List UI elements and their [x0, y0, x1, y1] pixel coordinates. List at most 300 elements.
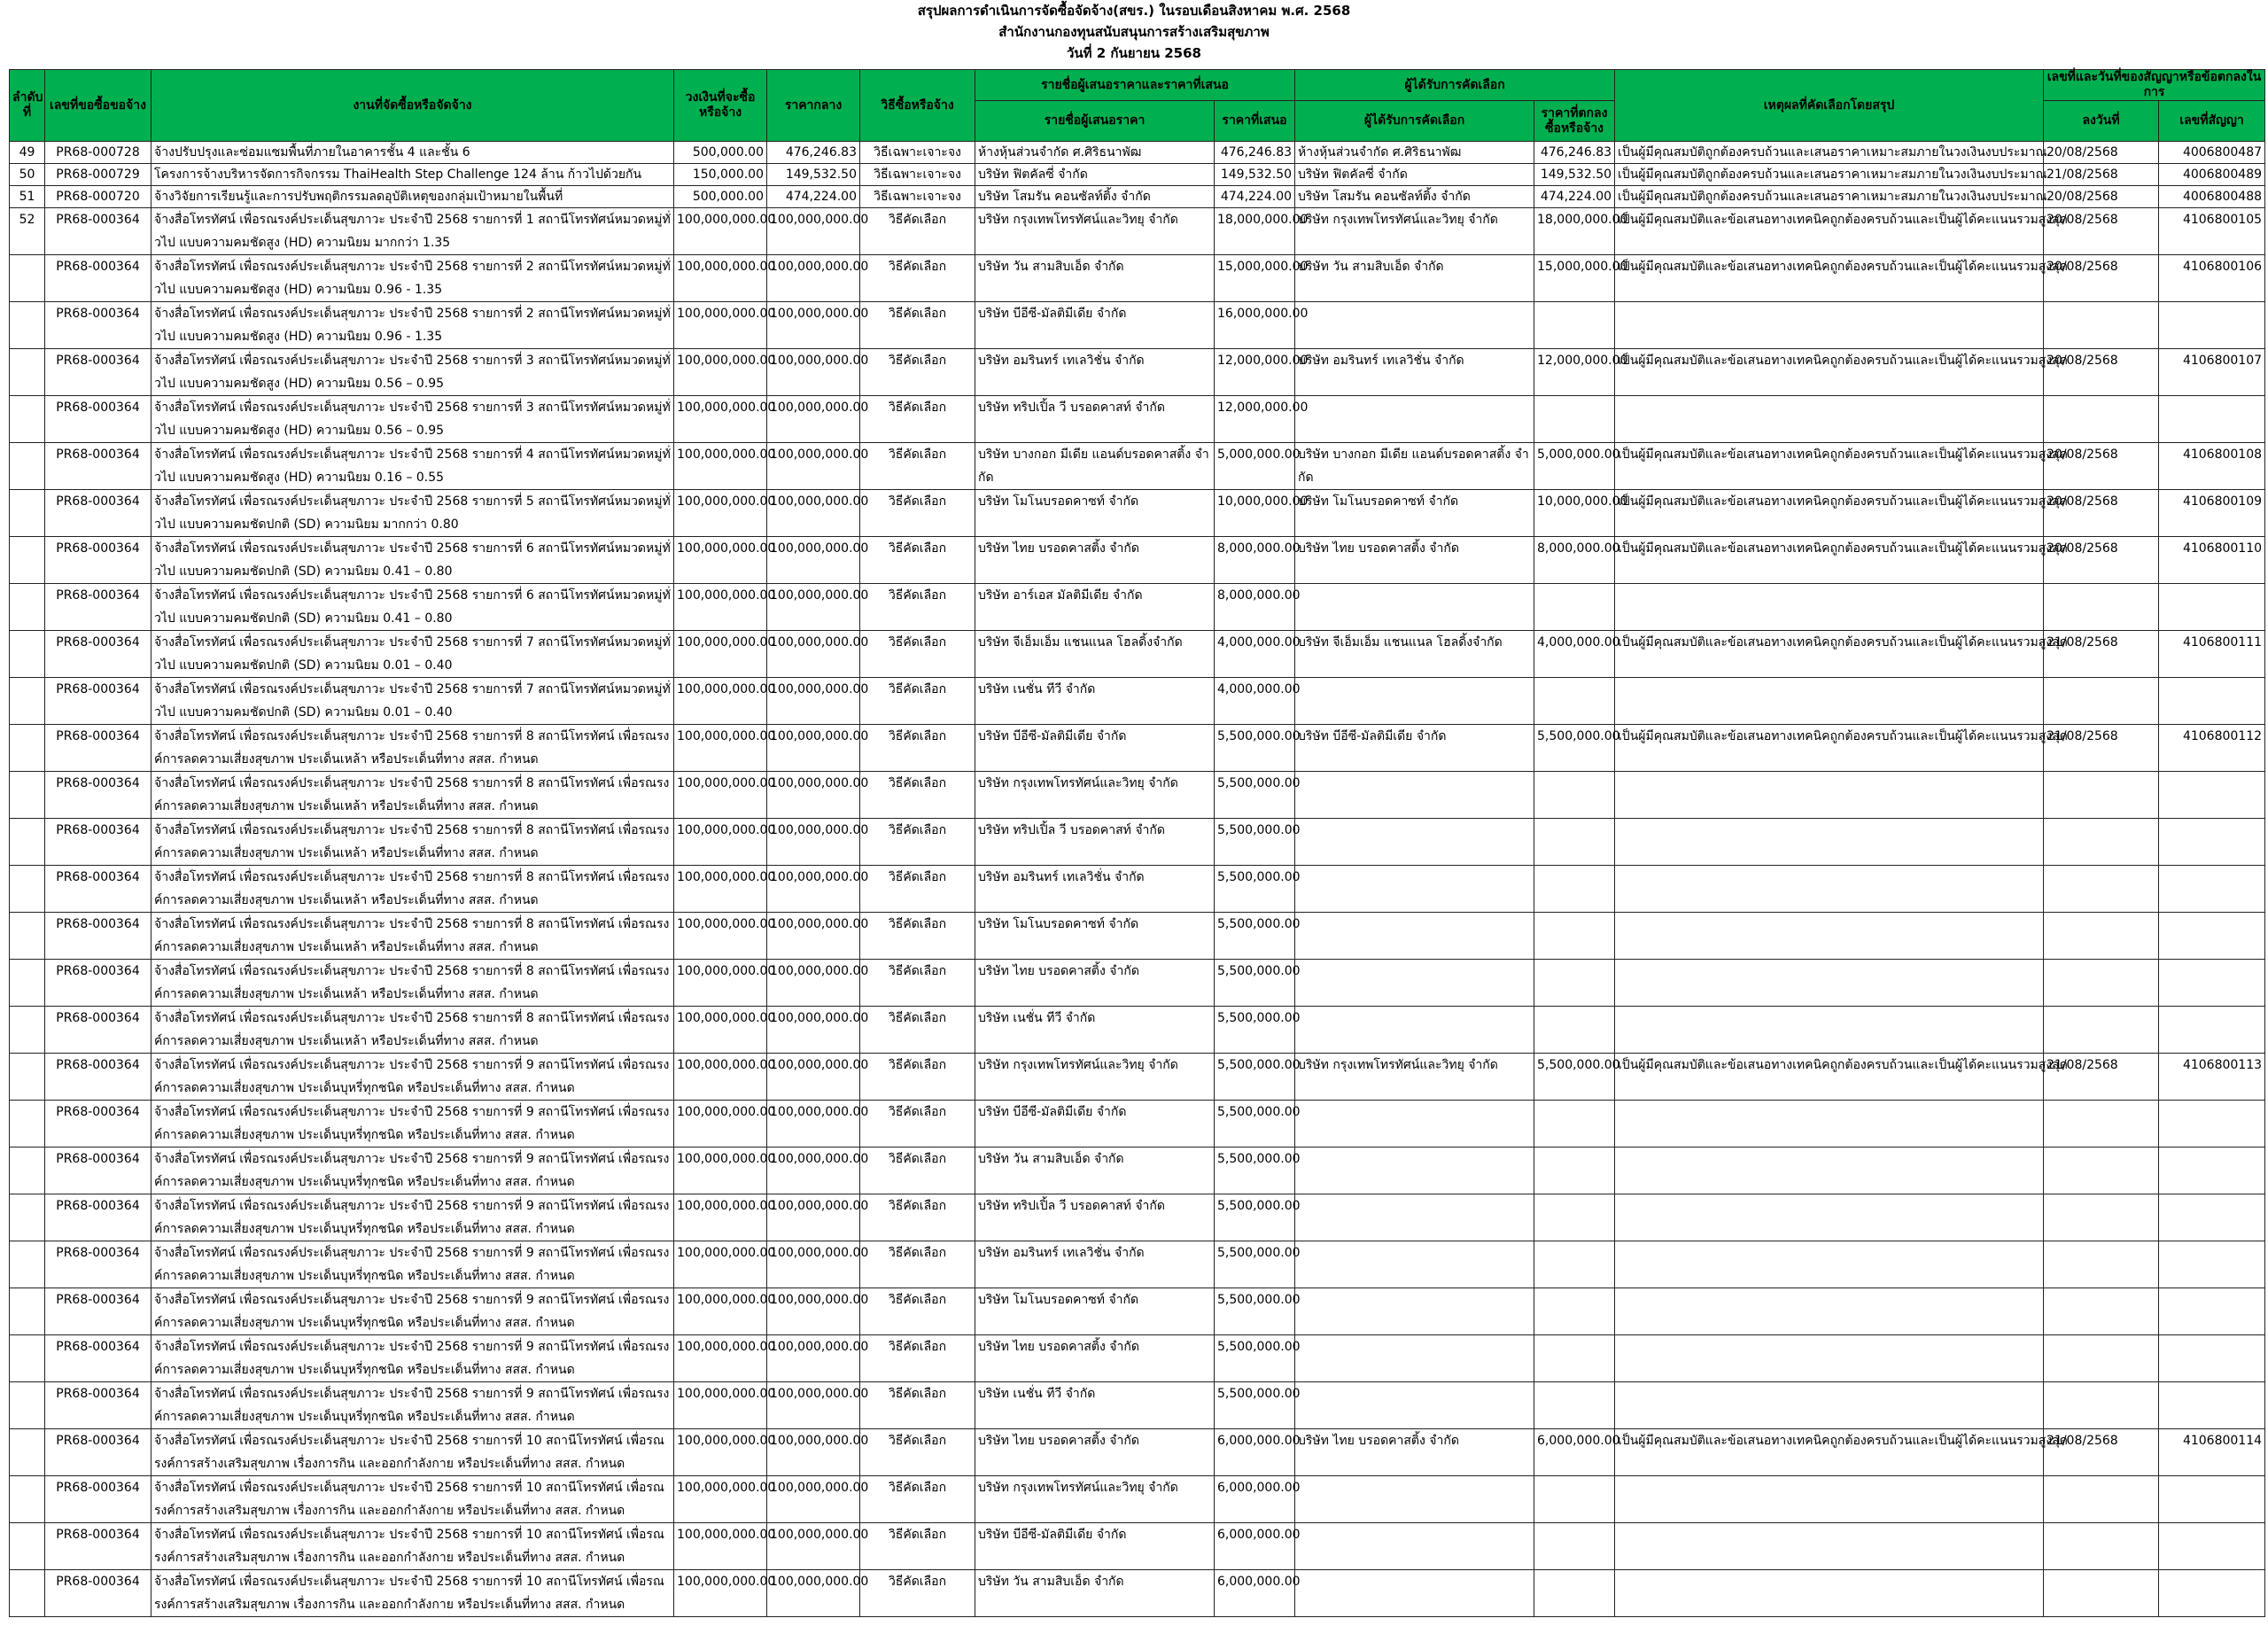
cell-seq	[10, 302, 45, 349]
cell-seq	[10, 1335, 45, 1382]
cell-bid-price: 476,246.83	[1215, 142, 1295, 164]
cell-selected: บริษัท ไทย บรอดคาสติ้ง จำกัด	[1295, 1429, 1534, 1476]
cell-agreed: 10,000,000.00	[1534, 490, 1615, 537]
cell-task: จ้างสื่อโทรทัศน์ เพื่อรณรงค์ประเด็นสุขภาวะ ประจำปี 2568 รายการที่ 2 สถานีโทรทัศน์หมวดหมู่ทั่วไป แบบความคมชัดสูง (HD) ความนิยม 0.96 - 1.35	[151, 302, 674, 349]
cell-selected: บริษัท ไทย บรอดคาสติ้ง จำกัด	[1295, 537, 1534, 584]
cell-reason: เป็นผู้มีคุณสมบัติและข้อเสนอทางเทคนิคถูกต้องครบถ้วนและเป็นผู้ได้คะแนนรวมสูงสุด	[1615, 490, 2044, 537]
cell-bid-price: 8,000,000.00	[1215, 584, 1295, 631]
cell-agreed	[1534, 1101, 1615, 1148]
cell-method: วิธีคัดเลือก	[860, 1054, 975, 1101]
cell-bid-price: 5,500,000.00	[1215, 1194, 1295, 1241]
cell-contract: 4106800114	[2159, 1429, 2265, 1476]
cell-seq	[10, 1429, 45, 1476]
cell-task: จ้างสื่อโทรทัศน์ เพื่อรณรงค์ประเด็นสุขภาวะ ประจำปี 2568 รายการที่ 7 สถานีโทรทัศน์หมวดหมู่ทั่วไป แบบความคมชัดปกติ (SD) ความนิยม 0.01 – 0.40	[151, 678, 674, 725]
cell-median: 100,000,000.00	[767, 1101, 860, 1148]
cell-method: วิธีคัดเลือก	[860, 1007, 975, 1054]
cell-seq	[10, 1007, 45, 1054]
cell-budget: 150,000.00	[674, 164, 767, 186]
cell-budget: 100,000,000.00	[674, 443, 767, 490]
cell-bidder: บริษัท ไทย บรอดคาสติ้ง จำกัด	[975, 1429, 1215, 1476]
cell-task: จ้างสื่อโทรทัศน์ เพื่อรณรงค์ประเด็นสุขภาวะ ประจำปี 2568 รายการที่ 6 สถานีโทรทัศน์หมวดหมู่ทั่วไป แบบความคมชัดปกติ (SD) ความนิยม 0.41 – 0.80	[151, 537, 674, 584]
cell-bidder: บริษัท บีอีซี-มัลติมีเดีย จำกัด	[975, 302, 1215, 349]
cell-bid-price: 16,000,000.00	[1215, 302, 1295, 349]
cell-method: วิธีคัดเลือก	[860, 725, 975, 772]
cell-budget: 500,000.00	[674, 186, 767, 208]
cell-budget: 100,000,000.00	[674, 584, 767, 631]
cell-reason	[1615, 396, 2044, 443]
cell-median: 100,000,000.00	[767, 631, 860, 678]
cell-task: จ้างวิจัยการเรียนรู้และการปรับพฤติกรรมลดอุบัติเหตุของกลุ่มเป้าหมายในพื้นที่	[151, 186, 674, 208]
cell-date	[2044, 1382, 2159, 1429]
cell-bidder: บริษัท บีอีซี-มัลติมีเดีย จำกัด	[975, 1101, 1215, 1148]
cell-pr: PR68-000364	[45, 1570, 151, 1617]
cell-seq: 50	[10, 164, 45, 186]
cell-budget: 100,000,000.00	[674, 208, 767, 255]
cell-agreed	[1534, 302, 1615, 349]
cell-agreed: 15,000,000.00	[1534, 255, 1615, 302]
cell-bidder: บริษัท โมโนบรอดคาซท์ จำกัด	[975, 490, 1215, 537]
cell-seq	[10, 678, 45, 725]
cell-budget: 100,000,000.00	[674, 302, 767, 349]
cell-method: วิธีคัดเลือก	[860, 866, 975, 913]
cell-reason: เป็นผู้มีคุณสมบัติถูกต้องครบถ้วนและเสนอราคาเหมาะสมภายในวงเงินงบประมาณ	[1615, 186, 2044, 208]
cell-contract: 4106800112	[2159, 725, 2265, 772]
cell-median: 149,532.50	[767, 164, 860, 186]
cell-bidder: บริษัท เนชั่น ทีวี จำกัด	[975, 1382, 1215, 1429]
cell-contract	[2159, 866, 2265, 913]
cell-selected: ห้างหุ้นส่วนจำกัด ศ.ศิริธนาพัฒ	[1295, 142, 1534, 164]
cell-bidder: บริษัท ทริปเปิ้ล วี บรอดคาสท์ จำกัด	[975, 396, 1215, 443]
cell-task: จ้างสื่อโทรทัศน์ เพื่อรณรงค์ประเด็นสุขภาวะ ประจำปี 2568 รายการที่ 9 สถานีโทรทัศน์ เพื่อรณรงค์การลดความเสี่ยงสุขภาพ ประเด็นบุหรี่ทุกชนิด หรือประเด็นที่ทาง สสส. กำหนด	[151, 1148, 674, 1194]
cell-seq	[10, 443, 45, 490]
table-row	[10, 255, 2265, 302]
header-method: วิธีซื้อหรือจ้าง	[860, 70, 975, 142]
cell-contract: 4106800113	[2159, 1054, 2265, 1101]
cell-bid-price: 5,500,000.00	[1215, 1288, 1295, 1335]
cell-pr: PR68-000364	[45, 302, 151, 349]
cell-bid-price: 4,000,000.00	[1215, 678, 1295, 725]
cell-bid-price: 5,500,000.00	[1215, 1382, 1295, 1429]
cell-contract	[2159, 584, 2265, 631]
cell-agreed	[1534, 913, 1615, 960]
table-row	[10, 819, 2265, 866]
cell-seq	[10, 584, 45, 631]
cell-budget: 100,000,000.00	[674, 913, 767, 960]
cell-reason: เป็นผู้มีคุณสมบัติและข้อเสนอทางเทคนิคถูกต้องครบถ้วนและเป็นผู้ได้คะแนนรวมสูงสุด	[1615, 631, 2044, 678]
cell-budget: 100,000,000.00	[674, 490, 767, 537]
cell-bid-price: 6,000,000.00	[1215, 1570, 1295, 1617]
cell-pr: PR68-000364	[45, 1335, 151, 1382]
cell-median: 100,000,000.00	[767, 866, 860, 913]
cell-agreed: 6,000,000.00	[1534, 1429, 1615, 1476]
table-row	[10, 1007, 2265, 1054]
cell-pr: PR68-000364	[45, 631, 151, 678]
cell-median: 100,000,000.00	[767, 678, 860, 725]
cell-date: 20/08/2568	[2044, 537, 2159, 584]
cell-budget: 100,000,000.00	[674, 1054, 767, 1101]
cell-pr: PR68-000364	[45, 1241, 151, 1288]
cell-budget: 100,000,000.00	[674, 772, 767, 819]
cell-median: 100,000,000.00	[767, 255, 860, 302]
cell-budget: 100,000,000.00	[674, 1194, 767, 1241]
cell-date	[2044, 1523, 2159, 1570]
cell-task: จ้างสื่อโทรทัศน์ เพื่อรณรงค์ประเด็นสุขภาวะ ประจำปี 2568 รายการที่ 10 สถานีโทรทัศน์ เพื่อรณรงค์การสร้างเสริมสุขภาพ เรื่องการกิน และออกกำลังกาย หรือประเด็นที่ทาง สสส. กำหนด	[151, 1570, 674, 1617]
cell-pr: PR68-000364	[45, 1101, 151, 1148]
cell-reason	[1615, 913, 2044, 960]
cell-budget: 100,000,000.00	[674, 1523, 767, 1570]
cell-date: 21/08/2568	[2044, 725, 2159, 772]
cell-pr: PR68-000364	[45, 396, 151, 443]
cell-median: 100,000,000.00	[767, 1148, 860, 1194]
cell-selected	[1295, 913, 1534, 960]
cell-reason	[1615, 1476, 2044, 1523]
table-row	[10, 142, 2265, 164]
cell-agreed: 5,500,000.00	[1534, 1054, 1615, 1101]
table-row	[10, 1570, 2265, 1617]
cell-bidder: บริษัท โมโนบรอดคาซท์ จำกัด	[975, 1288, 1215, 1335]
cell-contract	[2159, 1194, 2265, 1241]
cell-task: จ้างสื่อโทรทัศน์ เพื่อรณรงค์ประเด็นสุขภาวะ ประจำปี 2568 รายการที่ 9 สถานีโทรทัศน์ เพื่อรณรงค์การลดความเสี่ยงสุขภาพ ประเด็นบุหรี่ทุกชนิด หรือประเด็นที่ทาง สสส. กำหนด	[151, 1101, 674, 1148]
cell-reason: เป็นผู้มีคุณสมบัติและข้อเสนอทางเทคนิคถูกต้องครบถ้วนและเป็นผู้ได้คะแนนรวมสูงสุด	[1615, 208, 2044, 255]
cell-budget: 100,000,000.00	[674, 1007, 767, 1054]
cell-agreed	[1534, 1148, 1615, 1194]
cell-agreed: 8,000,000.00	[1534, 537, 1615, 584]
cell-median: 100,000,000.00	[767, 396, 860, 443]
cell-selected: บริษัท ฟิตคัลซี่ จำกัด	[1295, 164, 1534, 186]
cell-pr: PR68-000364	[45, 678, 151, 725]
cell-bidder: บริษัท เนชั่น ทีวี จำกัด	[975, 1007, 1215, 1054]
cell-bid-price: 10,000,000.00	[1215, 490, 1295, 537]
header-median: ราคากลาง	[767, 70, 860, 142]
cell-reason	[1615, 584, 2044, 631]
cell-contract: 4106800105	[2159, 208, 2265, 255]
cell-selected	[1295, 1288, 1534, 1335]
cell-task: จ้างสื่อโทรทัศน์ เพื่อรณรงค์ประเด็นสุขภาวะ ประจำปี 2568 รายการที่ 3 สถานีโทรทัศน์หมวดหมู่ทั่วไป แบบความคมชัดสูง (HD) ความนิยม 0.56 – 0.95	[151, 349, 674, 396]
cell-selected	[1295, 1476, 1534, 1523]
cell-date	[2044, 1570, 2159, 1617]
cell-bidder: บริษัท อมรินทร์ เทเลวิชั่น จำกัด	[975, 349, 1215, 396]
header-task: งานที่จัดซื้อหรือจัดจ้าง	[151, 70, 674, 142]
cell-bid-price: 12,000,000.00	[1215, 349, 1295, 396]
cell-bid-price: 5,500,000.00	[1215, 1335, 1295, 1382]
cell-agreed: 474,224.00	[1534, 186, 1615, 208]
cell-selected	[1295, 396, 1534, 443]
cell-method: วิธีคัดเลือก	[860, 819, 975, 866]
cell-method: วิธีคัดเลือก	[860, 1429, 975, 1476]
cell-budget: 100,000,000.00	[674, 396, 767, 443]
cell-bidder: บริษัท โมโนบรอดคาซท์ จำกัด	[975, 913, 1215, 960]
cell-bidder: บริษัท วัน สามสิบเอ็ด จำกัด	[975, 255, 1215, 302]
cell-date	[2044, 960, 2159, 1007]
cell-date: 20/08/2568	[2044, 142, 2159, 164]
cell-method: วิธีคัดเลือก	[860, 490, 975, 537]
cell-seq	[10, 960, 45, 1007]
table-row	[10, 631, 2265, 678]
cell-bidder: บริษัท ฟิตคัลซี่ จำกัด	[975, 164, 1215, 186]
cell-budget: 100,000,000.00	[674, 1101, 767, 1148]
table-row	[10, 537, 2265, 584]
cell-pr: PR68-000364	[45, 1288, 151, 1335]
header-selected-name: ผู้ได้รับการคัดเลือก	[1295, 101, 1534, 142]
cell-selected: บริษัท กรุงเทพโทรทัศน์และวิทยุ จำกัด	[1295, 1054, 1534, 1101]
cell-date: 20/08/2568	[2044, 490, 2159, 537]
cell-reason: เป็นผู้มีคุณสมบัติถูกต้องครบถ้วนและเสนอราคาเหมาะสมภายในวงเงินงบประมาณ	[1615, 142, 2044, 164]
cell-bid-price: 5,500,000.00	[1215, 866, 1295, 913]
cell-agreed: 5,500,000.00	[1534, 725, 1615, 772]
cell-task: จ้างสื่อโทรทัศน์ เพื่อรณรงค์ประเด็นสุขภาวะ ประจำปี 2568 รายการที่ 10 สถานีโทรทัศน์ เพื่อรณรงค์การสร้างเสริมสุขภาพ เรื่องการกิน และออกกำลังกาย หรือประเด็นที่ทาง สสส. กำหนด	[151, 1429, 674, 1476]
cell-seq	[10, 866, 45, 913]
cell-method: วิธีคัดเลือก	[860, 772, 975, 819]
cell-contract	[2159, 396, 2265, 443]
cell-pr: PR68-000364	[45, 772, 151, 819]
cell-median: 100,000,000.00	[767, 208, 860, 255]
cell-date	[2044, 1194, 2159, 1241]
cell-pr: PR68-000364	[45, 1429, 151, 1476]
cell-median: 100,000,000.00	[767, 1382, 860, 1429]
cell-date	[2044, 396, 2159, 443]
cell-method: วิธีคัดเลือก	[860, 1288, 975, 1335]
cell-reason	[1615, 1288, 2044, 1335]
cell-median: 100,000,000.00	[767, 772, 860, 819]
cell-agreed	[1534, 1570, 1615, 1617]
table-row	[10, 1241, 2265, 1288]
header-seq: ลำดับที่	[10, 70, 45, 142]
cell-pr: PR68-000364	[45, 255, 151, 302]
cell-task: จ้างสื่อโทรทัศน์ เพื่อรณรงค์ประเด็นสุขภาวะ ประจำปี 2568 รายการที่ 9 สถานีโทรทัศน์ เพื่อรณรงค์การลดความเสี่ยงสุขภาพ ประเด็นบุหรี่ทุกชนิด หรือประเด็นที่ทาง สสส. กำหนด	[151, 1054, 674, 1101]
cell-budget: 100,000,000.00	[674, 960, 767, 1007]
cell-budget: 100,000,000.00	[674, 819, 767, 866]
cell-budget: 100,000,000.00	[674, 1570, 767, 1617]
cell-contract	[2159, 1007, 2265, 1054]
cell-contract: 4006800487	[2159, 142, 2265, 164]
procurement-table	[9, 69, 2265, 1617]
cell-method: วิธีคัดเลือก	[860, 1148, 975, 1194]
cell-agreed	[1534, 960, 1615, 1007]
cell-agreed	[1534, 1382, 1615, 1429]
cell-reason	[1615, 1241, 2044, 1288]
header-contract-group: เลขที่และวันที่ของสัญญาหรือข้อตกลงในการ	[2044, 70, 2265, 101]
table-row	[10, 208, 2265, 255]
cell-date	[2044, 866, 2159, 913]
cell-method: วิธีคัดเลือก	[860, 1241, 975, 1288]
report-title: สรุปผลการดำเนินการจัดซื้อจัดจ้าง(สขร.) ในรอบเดือนสิงหาคม พ.ศ. 2568	[917, 3, 1351, 19]
cell-selected	[1295, 1570, 1534, 1617]
table-row	[10, 302, 2265, 349]
table-row	[10, 725, 2265, 772]
cell-agreed	[1534, 1335, 1615, 1382]
cell-seq	[10, 1476, 45, 1523]
cell-agreed	[1534, 678, 1615, 725]
header-bid-price: ราคาที่เสนอ	[1215, 101, 1295, 142]
cell-selected	[1295, 678, 1534, 725]
cell-contract: 4006800488	[2159, 186, 2265, 208]
cell-bidder: บริษัท บีอีซี-มัลติมีเดีย จำกัด	[975, 725, 1215, 772]
cell-date	[2044, 1007, 2159, 1054]
cell-agreed	[1534, 819, 1615, 866]
cell-seq	[10, 1194, 45, 1241]
cell-agreed	[1534, 866, 1615, 913]
cell-seq	[10, 772, 45, 819]
cell-date	[2044, 678, 2159, 725]
header-bidder-name: รายชื่อผู้เสนอราคา	[975, 101, 1215, 142]
table-row	[10, 960, 2265, 1007]
cell-selected	[1295, 1335, 1534, 1382]
cell-date	[2044, 1335, 2159, 1382]
cell-bid-price: 15,000,000.00	[1215, 255, 1295, 302]
cell-date: 21/08/2568	[2044, 1054, 2159, 1101]
table-row	[10, 1476, 2265, 1523]
cell-bidder: บริษัท บางกอก มีเดีย แอนด์บรอดคาสติ้ง จำกัด	[975, 443, 1215, 490]
cell-task: จ้างสื่อโทรทัศน์ เพื่อรณรงค์ประเด็นสุขภาวะ ประจำปี 2568 รายการที่ 3 สถานีโทรทัศน์หมวดหมู่ทั่วไป แบบความคมชัดสูง (HD) ความนิยม 0.56 – 0.95	[151, 396, 674, 443]
cell-pr: PR68-000364	[45, 819, 151, 866]
cell-method: วิธีคัดเลือก	[860, 913, 975, 960]
cell-method: วิธีคัดเลือก	[860, 443, 975, 490]
cell-method: วิธีคัดเลือก	[860, 208, 975, 255]
cell-selected	[1295, 1148, 1534, 1194]
cell-task: จ้างสื่อโทรทัศน์ เพื่อรณรงค์ประเด็นสุขภาวะ ประจำปี 2568 รายการที่ 10 สถานีโทรทัศน์ เพื่อรณรงค์การสร้างเสริมสุขภาพ เรื่องการกิน และออกกำลังกาย หรือประเด็นที่ทาง สสส. กำหนด	[151, 1476, 674, 1523]
cell-bidder: บริษัท กรุงเทพโทรทัศน์และวิทยุ จำกัด	[975, 1054, 1215, 1101]
cell-median: 100,000,000.00	[767, 1007, 860, 1054]
cell-pr: PR68-000729	[45, 164, 151, 186]
cell-contract: 4106800107	[2159, 349, 2265, 396]
cell-contract: 4106800110	[2159, 537, 2265, 584]
cell-median: 100,000,000.00	[767, 537, 860, 584]
cell-date	[2044, 913, 2159, 960]
cell-reason	[1615, 772, 2044, 819]
cell-bidder: บริษัท จีเอ็มเอ็ม แชนแนล โฮลดิ้งจำกัด	[975, 631, 1215, 678]
cell-bidder: บริษัท ไทย บรอดคาสติ้ง จำกัด	[975, 1335, 1215, 1382]
cell-reason: เป็นผู้มีคุณสมบัติและข้อเสนอทางเทคนิคถูกต้องครบถ้วนและเป็นผู้ได้คะแนนรวมสูงสุด	[1615, 1054, 2044, 1101]
cell-reason	[1615, 1101, 2044, 1148]
cell-date: 20/08/2568	[2044, 186, 2159, 208]
cell-seq	[10, 490, 45, 537]
cell-task: จ้างสื่อโทรทัศน์ เพื่อรณรงค์ประเด็นสุขภาวะ ประจำปี 2568 รายการที่ 2 สถานีโทรทัศน์หมวดหมู่ทั่วไป แบบความคมชัดสูง (HD) ความนิยม 0.96 - 1.35	[151, 255, 674, 302]
report-title-block	[0, 0, 2268, 64]
cell-task: จ้างสื่อโทรทัศน์ เพื่อรณรงค์ประเด็นสุขภาวะ ประจำปี 2568 รายการที่ 8 สถานีโทรทัศน์ เพื่อรณรงค์การลดความเสี่ยงสุขภาพ ประเด็นเหล้า หรือประเด็นที่ทาง สสส. กำหนด	[151, 1007, 674, 1054]
cell-agreed	[1534, 1007, 1615, 1054]
cell-median: 100,000,000.00	[767, 1335, 860, 1382]
cell-selected: บริษัท โมโนบรอดคาซท์ จำกัด	[1295, 490, 1534, 537]
cell-method: วิธีคัดเลือก	[860, 1382, 975, 1429]
cell-task: จ้างสื่อโทรทัศน์ เพื่อรณรงค์ประเด็นสุขภาวะ ประจำปี 2568 รายการที่ 4 สถานีโทรทัศน์หมวดหมู่ทั่วไป แบบความคมชัดสูง (HD) ความนิยม 0.16 – 0.55	[151, 443, 674, 490]
cell-median: 100,000,000.00	[767, 1523, 860, 1570]
cell-reason	[1615, 960, 2044, 1007]
cell-bid-price: 5,500,000.00	[1215, 960, 1295, 1007]
cell-reason: เป็นผู้มีคุณสมบัติและข้อเสนอทางเทคนิคถูกต้องครบถ้วนและเป็นผู้ได้คะแนนรวมสูงสุด	[1615, 537, 2044, 584]
cell-method: วิธีคัดเลือก	[860, 678, 975, 725]
cell-contract	[2159, 678, 2265, 725]
cell-agreed	[1534, 1288, 1615, 1335]
cell-bid-price: 18,000,000.00	[1215, 208, 1295, 255]
cell-contract	[2159, 1288, 2265, 1335]
cell-reason	[1615, 1007, 2044, 1054]
cell-reason: เป็นผู้มีคุณสมบัติและข้อเสนอทางเทคนิคถูกต้องครบถ้วนและเป็นผู้ได้คะแนนรวมสูงสุด	[1615, 255, 2044, 302]
table-row	[10, 1335, 2265, 1382]
cell-bid-price: 5,000,000.00	[1215, 443, 1295, 490]
cell-bidder: บริษัท ทริปเปิ้ล วี บรอดคาสท์ จำกัด	[975, 819, 1215, 866]
cell-pr: PR68-000364	[45, 960, 151, 1007]
cell-pr: PR68-000364	[45, 1476, 151, 1523]
table-row	[10, 186, 2265, 208]
cell-budget: 100,000,000.00	[674, 1288, 767, 1335]
cell-pr: PR68-000720	[45, 186, 151, 208]
table-row	[10, 1194, 2265, 1241]
cell-median: 100,000,000.00	[767, 1194, 860, 1241]
cell-task: จ้างสื่อโทรทัศน์ เพื่อรณรงค์ประเด็นสุขภาวะ ประจำปี 2568 รายการที่ 9 สถานีโทรทัศน์ เพื่อรณรงค์การลดความเสี่ยงสุขภาพ ประเด็นบุหรี่ทุกชนิด หรือประเด็นที่ทาง สสส. กำหนด	[151, 1241, 674, 1288]
table-row	[10, 490, 2265, 537]
cell-budget: 100,000,000.00	[674, 349, 767, 396]
cell-budget: 100,000,000.00	[674, 1335, 767, 1382]
cell-agreed	[1534, 1523, 1615, 1570]
report-agency: สำนักงานกองทุนสนับสนุนการสร้างเสริมสุขภาพ	[998, 24, 1270, 40]
cell-bidder: บริษัท เนชั่น ทีวี จำกัด	[975, 678, 1215, 725]
cell-median: 100,000,000.00	[767, 1570, 860, 1617]
cell-reason: เป็นผู้มีคุณสมบัติและข้อเสนอทางเทคนิคถูกต้องครบถ้วนและเป็นผู้ได้คะแนนรวมสูงสุด	[1615, 725, 2044, 772]
cell-reason	[1615, 866, 2044, 913]
cell-pr: PR68-000728	[45, 142, 151, 164]
cell-selected: บริษัท อมรินทร์ เทเลวิชั่น จำกัด	[1295, 349, 1534, 396]
cell-bid-price: 5,500,000.00	[1215, 725, 1295, 772]
cell-bid-price: 5,500,000.00	[1215, 1148, 1295, 1194]
cell-contract	[2159, 302, 2265, 349]
cell-budget: 500,000.00	[674, 142, 767, 164]
cell-bid-price: 5,500,000.00	[1215, 1241, 1295, 1288]
cell-pr: PR68-000364	[45, 537, 151, 584]
cell-task: จ้างสื่อโทรทัศน์ เพื่อรณรงค์ประเด็นสุขภาวะ ประจำปี 2568 รายการที่ 8 สถานีโทรทัศน์ เพื่อรณรงค์การลดความเสี่ยงสุขภาพ ประเด็นเหล้า หรือประเด็นที่ทาง สสส. กำหนด	[151, 725, 674, 772]
cell-selected	[1295, 1241, 1534, 1288]
cell-selected	[1295, 302, 1534, 349]
cell-seq	[10, 725, 45, 772]
cell-date	[2044, 1101, 2159, 1148]
cell-seq	[10, 819, 45, 866]
cell-agreed: 18,000,000.00	[1534, 208, 1615, 255]
cell-pr: PR68-000364	[45, 443, 151, 490]
table-row	[10, 396, 2265, 443]
cell-budget: 100,000,000.00	[674, 1148, 767, 1194]
cell-selected: บริษัท บีอีซี-มัลติมีเดีย จำกัด	[1295, 725, 1534, 772]
cell-task: จ้างสื่อโทรทัศน์ เพื่อรณรงค์ประเด็นสุขภาวะ ประจำปี 2568 รายการที่ 7 สถานีโทรทัศน์หมวดหมู่ทั่วไป แบบความคมชัดปกติ (SD) ความนิยม 0.01 – 0.40	[151, 631, 674, 678]
cell-pr: PR68-000364	[45, 349, 151, 396]
cell-method: วิธีคัดเลือก	[860, 1570, 975, 1617]
cell-bid-price: 5,500,000.00	[1215, 1054, 1295, 1101]
cell-bidder: บริษัท ทริปเปิ้ล วี บรอดคาสท์ จำกัด	[975, 1194, 1215, 1241]
cell-pr: PR68-000364	[45, 913, 151, 960]
cell-reason	[1615, 1148, 2044, 1194]
cell-bid-price: 5,500,000.00	[1215, 1007, 1295, 1054]
cell-method: วิธีคัดเลือก	[860, 960, 975, 1007]
cell-method: วิธีเฉพาะเจาะจง	[860, 164, 975, 186]
cell-seq: 52	[10, 208, 45, 255]
cell-contract: 4006800489	[2159, 164, 2265, 186]
cell-date: 20/08/2568	[2044, 443, 2159, 490]
cell-contract: 4106800109	[2159, 490, 2265, 537]
cell-task: จ้างสื่อโทรทัศน์ เพื่อรณรงค์ประเด็นสุขภาวะ ประจำปี 2568 รายการที่ 9 สถานีโทรทัศน์ เพื่อรณรงค์การลดความเสี่ยงสุขภาพ ประเด็นบุหรี่ทุกชนิด หรือประเด็นที่ทาง สสส. กำหนด	[151, 1335, 674, 1382]
table-row	[10, 1523, 2265, 1570]
cell-median: 100,000,000.00	[767, 913, 860, 960]
cell-bidder: บริษัท กรุงเทพโทรทัศน์และวิทยุ จำกัด	[975, 772, 1215, 819]
cell-bidder: บริษัท อมรินทร์ เทเลวิชั่น จำกัด	[975, 1241, 1215, 1288]
cell-task: จ้างสื่อโทรทัศน์ เพื่อรณรงค์ประเด็นสุขภาวะ ประจำปี 2568 รายการที่ 8 สถานีโทรทัศน์ เพื่อรณรงค์การลดความเสี่ยงสุขภาพ ประเด็นเหล้า หรือประเด็นที่ทาง สสส. กำหนด	[151, 772, 674, 819]
table-body	[10, 142, 2265, 1617]
cell-bidder: บริษัท กรุงเทพโทรทัศน์และวิทยุ จำกัด	[975, 208, 1215, 255]
cell-contract	[2159, 819, 2265, 866]
cell-seq	[10, 255, 45, 302]
table-row	[10, 1429, 2265, 1476]
cell-agreed	[1534, 1241, 1615, 1288]
cell-date: 20/08/2568	[2044, 255, 2159, 302]
cell-selected	[1295, 1382, 1534, 1429]
cell-bid-price: 5,500,000.00	[1215, 772, 1295, 819]
